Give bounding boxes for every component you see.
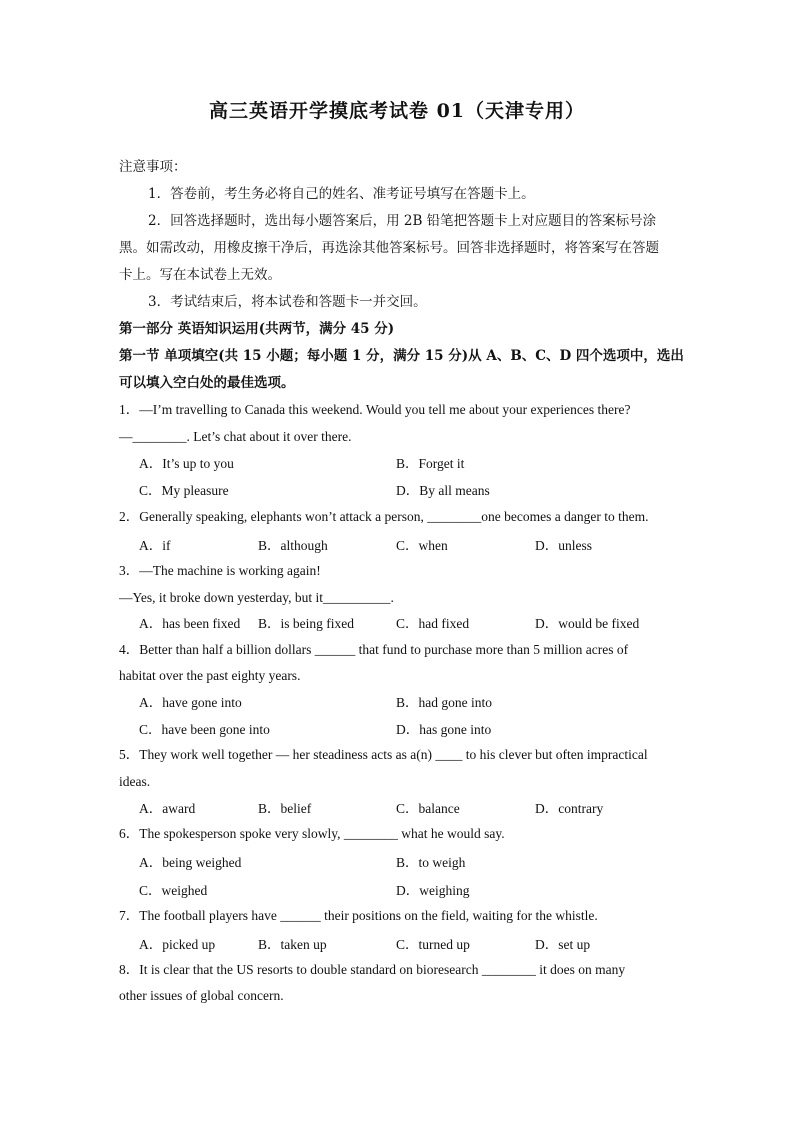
question-3-options — [119, 612, 679, 632]
option-d[interactable]: D．has gone into — [396, 722, 492, 737]
question-1-options — [119, 452, 679, 472]
question-8-cont: other issues of global concern. — [119, 988, 284, 1003]
notice-item-2-cont: 卡上。写在本试卷上无效。 — [119, 267, 281, 283]
question-2: 2．Generally speaking, elephants won’t attack a person, ________one becomes a danger to them. — [119, 509, 649, 524]
question-4-options — [119, 691, 679, 711]
question-6-options — [119, 879, 679, 899]
notice-item-2-cont: 黑。如需改动，用橡皮擦干净后，再选涂其他答案标号。回答非选择题时，将答案写在答题 — [119, 240, 659, 256]
option-b[interactable]: B．taken up — [258, 937, 327, 952]
option-d[interactable]: D．By all means — [396, 483, 490, 498]
option-a[interactable]: A．being weighed — [139, 855, 242, 870]
option-b[interactable]: B．to weigh — [396, 855, 466, 870]
question-1-cont: —________. Let’s chat about it over there. — [119, 429, 352, 444]
option-d[interactable]: D．contrary — [535, 801, 604, 816]
part-heading: 第一部分 英语知识运用(共两节，满分 45 分) — [119, 321, 395, 337]
question-4-cont: habitat over the past eighty years. — [119, 668, 301, 683]
option-a[interactable]: A．has been fixed — [139, 616, 241, 631]
option-b[interactable]: B．is being fixed — [258, 616, 354, 631]
notice-item-1: 1．答卷前，考生务必将自己的姓名、准考证号填写在答题卡上。 — [148, 186, 535, 202]
question-1-options — [119, 479, 679, 499]
question-6: 6．The spokesperson spoke very slowly, ________ what he would say. — [119, 826, 505, 841]
option-d[interactable]: D．would be fixed — [535, 616, 640, 631]
option-b[interactable]: B．although — [258, 538, 328, 553]
option-d[interactable]: D．unless — [535, 538, 592, 553]
section-heading: 第一节 单项填空(共 15 小题；每小题 1 分，满分 15 分)从 A、B、C、D 四个选项中，选出 — [119, 348, 684, 364]
notice-item-3: 3．考试结束后，将本试卷和答题卡一并交回。 — [148, 294, 427, 310]
option-c[interactable]: C．had fixed — [396, 616, 470, 631]
option-a[interactable]: A．It’s up to you — [139, 456, 234, 471]
option-a[interactable]: A．have gone into — [139, 695, 242, 710]
question-3-cont: —Yes, it broke down yesterday, but it__________. — [119, 590, 394, 605]
option-c[interactable]: C．have been gone into — [139, 722, 270, 737]
notice-heading: 注意事项： — [119, 159, 187, 175]
question-3: 3．—The machine is working again! — [119, 563, 321, 578]
option-a[interactable]: A．award — [139, 801, 196, 816]
option-a[interactable]: A．picked up — [139, 937, 216, 952]
question-1: 1．—I’m travelling to Canada this weekend. Would you tell me about your experiences there? — [119, 402, 631, 417]
option-c[interactable]: C．My pleasure — [139, 483, 229, 498]
question-5-cont: ideas. — [119, 774, 151, 789]
question-7-options — [119, 933, 679, 953]
section-heading-cont: 可以填入空白处的最佳选项。 — [119, 375, 295, 391]
question-4-options — [119, 718, 679, 738]
option-c[interactable]: C．weighed — [139, 883, 208, 898]
option-b[interactable]: B．had gone into — [396, 695, 492, 710]
question-6-options — [119, 851, 679, 871]
option-b[interactable]: B．Forget it — [396, 456, 465, 471]
question-2-options — [119, 534, 679, 554]
option-c[interactable]: C．when — [396, 538, 448, 553]
question-4: 4．Better than half a billion dollars ______ that fund to purchase more than 5 million acres of — [119, 642, 629, 657]
question-8: 8．It is clear that the US resorts to double standard on bioresearch ________ it does on many — [119, 962, 626, 977]
option-c[interactable]: C．balance — [396, 801, 460, 816]
option-d[interactable]: D．weighing — [396, 883, 470, 898]
page-title: 高三英语开学摸底考试卷 01（天津专用） — [208, 100, 586, 122]
question-5-options — [119, 797, 679, 817]
question-5: 5．They work well together — her steadiness acts as a(n) ____ to his clever but often impractical — [119, 747, 648, 762]
option-c[interactable]: C．turned up — [396, 937, 470, 952]
question-7: 7．The football players have ______ their positions on the field, waiting for the whistle. — [119, 908, 598, 923]
option-b[interactable]: B．belief — [258, 801, 312, 816]
notice-item-2: 2．回答选择题时，选出每小题答案后，用 2B 铅笔把答题卡上对应题目的答案标号涂 — [148, 213, 657, 229]
option-a[interactable]: A．if — [139, 538, 171, 553]
option-d[interactable]: D．set up — [535, 937, 591, 952]
